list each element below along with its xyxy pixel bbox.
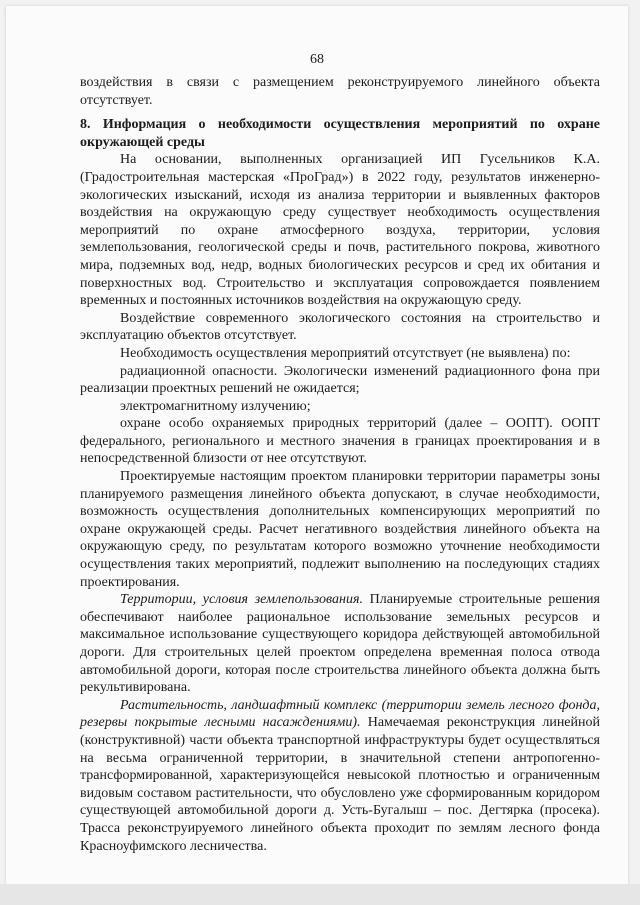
paragraph-land-use: [80, 591, 600, 697]
paragraph-intro: На основании, выполненных организацией ИП Гусельников К.А. (Градостроительная мастерская «ПроГрад») в 2022 году, результатов инженерно-экологических изысканий, исходя из анализа территории и выявленных факторов воздействия на окружающую среду существует необходимость осуществления мероприятий по охране атмосферного воздуха, территории, условия землепользования, геологической среды и почв, растительного покрова, животного мира, подземных вод, недр, водных биологических ресурсов и сред их обитания и поверхностных вод. Строительство и эксплуатация сопровождается появлением временных и постоянных источников воздействия на окружающую среду.: [80, 152, 600, 309]
paragraph-continuation: воздействия в связи с размещением реконструируемого линейного объекта отсутствует.: [80, 75, 600, 108]
paragraph-planning: Проектируемые настоящим проектом планировки территории параметры зоны планируемого размещения линейного объекта допускают, в случае необходимости, возможность осуществления дополнительных компенсирующих мероприятий по охране окружающей среды. Расчет негативного воздействия линейного объекта на окружающую среду, по результатам которого возможно уточнение необходимости осуществления таких мероприятий, подлежит выполнению на последующих стадиях проектирования.: [80, 469, 600, 590]
vegetation-heading: Растительность, ландшафтный комплекс (территории земель лесного фонда, резервы покрытые лесными насаждениями).: [80, 697, 600, 731]
list-item-protected-areas: охране особо охраняемых природных территорий (далее – ООПТ). ООПТ федерального, регионального и местного значения в границах проектирования и в непосредственной близости от нее отсутствуют.: [80, 416, 600, 467]
document-page: [6, 6, 628, 884]
section-heading: 8. Информация о необходимости осуществления мероприятий по охране окружающей среды: [80, 117, 600, 150]
list-item-electromagnetic: электромагнитному излучению;: [120, 398, 311, 414]
page-content: [80, 74, 600, 855]
bottom-strip: [0, 884, 640, 905]
page-number: 68: [310, 52, 324, 67]
vegetation-text: Намечаемая реконструкция линейной (конструктивной) части объекта транспортной инфраструктуры будет осуществляться на весьма ограниченной территории, в значительной степени антропогенно-трансформированной, характеризующейся невысокой плотностью и ограниченным видовым составом растительности, что обусловлено уже сформированным коридором существующей автомобильной дороги д. Усть-Бугалыш – пос. Дегтярка (просека). Трасса реконструируемого линейного объекта проходит по землям лесного фонда Красноуфимского лесничества.: [80, 715, 600, 854]
land-use-heading: Территории, условия землепользования.: [120, 592, 363, 608]
paragraph-vegetation: [80, 697, 600, 855]
paragraph-impact: Воздействие современного экологического состояния на строительство и эксплуатацию объектов отсутствует.: [80, 310, 600, 344]
list-item-radiation: радиационной опасности. Экологически изменений радиационного фона при реализации проектных решений не ожидается;: [80, 363, 600, 397]
land-use-text: Планируемые строительные решения обеспечивают наиболее рациональное использование земельных ресурсов и максимальное использование существующего коридора действующей автомобильной дороги. Для строительных целей проектом определена временная полоса отвода автомобильной дороги, которая после строительства линейного объекта должна быть рекультивирована.: [80, 592, 600, 696]
paragraph-necessity: Необходимость осуществления мероприятий отсутствует (не выявлена) по:: [120, 345, 571, 361]
